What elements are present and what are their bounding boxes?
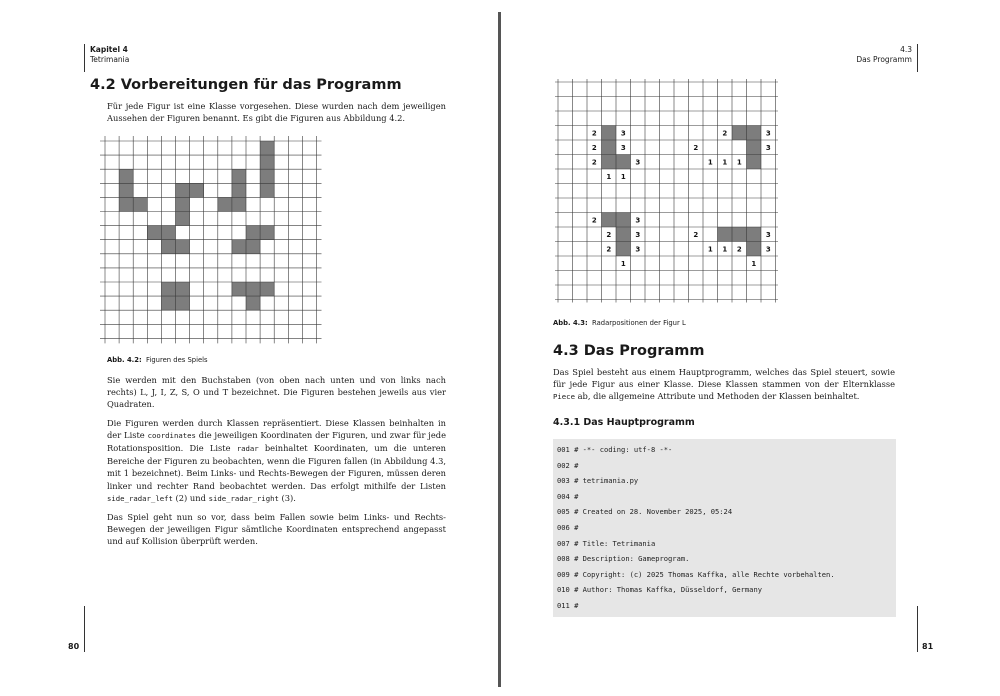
running-header-chapter: Kapitel 4: [90, 45, 128, 54]
filled-cell: [602, 126, 617, 141]
filled-cell: [260, 169, 274, 183]
filled-cell: [176, 240, 190, 254]
section-heading: 4.3 Das Programm: [553, 343, 705, 359]
code-line: 004 #: [557, 491, 579, 501]
radar-label: 3: [635, 216, 641, 225]
radar-label: 3: [635, 158, 641, 167]
radar-label: 2: [736, 245, 742, 254]
filled-cell: [732, 227, 747, 242]
radar-label: 3: [765, 245, 771, 254]
radar-label: 3: [620, 143, 626, 152]
radar-label: 1: [620, 259, 626, 268]
filled-cell: [747, 242, 762, 257]
page-number: 81: [922, 642, 934, 651]
filled-cell: [602, 155, 617, 170]
radar-label: 2: [606, 230, 612, 239]
figure-caption: [553, 319, 686, 327]
right-page: [501, 0, 1000, 696]
figure-radar-grid: [555, 79, 778, 314]
code-coordinates: coordinates: [147, 430, 196, 440]
code-line: 007 # Title: Tetrimania: [557, 538, 656, 548]
filled-cell: [260, 226, 274, 240]
code-line: 001 # -*- coding: utf-8 -*-: [557, 445, 673, 454]
footer-rule: [84, 606, 85, 652]
filled-cell: [218, 197, 232, 211]
filled-cell: [260, 282, 274, 296]
radar-label: 2: [591, 129, 597, 138]
filled-cell: [260, 155, 274, 169]
code-line: 002 #: [557, 460, 579, 470]
figure-caption-text: Radarpositionen der Figur L: [592, 319, 686, 327]
filled-cell: [602, 140, 617, 155]
figure-tetromino-grid: [100, 136, 322, 348]
figure-caption: [107, 356, 208, 364]
filled-cell: [246, 296, 260, 310]
header-rule: [917, 44, 918, 72]
code-side-radar-left: side_radar_left: [107, 493, 173, 503]
filled-cell: [161, 226, 175, 240]
radar-label: 3: [765, 230, 771, 239]
code-line: 005 # Created on 28. November 2025, 05:24: [557, 507, 733, 517]
filled-cell: [190, 183, 204, 197]
filled-cell: [176, 197, 190, 211]
filled-cell: [616, 213, 631, 228]
header-rule: [84, 44, 85, 72]
left-page: [0, 0, 499, 696]
intro-text: [553, 366, 895, 410]
running-header-section: 4.3: [900, 45, 912, 54]
intro-text: [107, 100, 446, 130]
radar-label: 3: [635, 245, 641, 254]
filled-cell: [718, 227, 733, 242]
filled-cell: [246, 226, 260, 240]
radar-label: 3: [620, 129, 626, 138]
filled-cell: [133, 197, 147, 211]
radar-label: 2: [591, 143, 597, 152]
filled-cell: [246, 282, 260, 296]
radar-label: 1: [751, 259, 757, 268]
radar-label: 2: [606, 245, 612, 254]
filled-cell: [232, 169, 246, 183]
filled-cell: [232, 197, 246, 211]
page-number: 80: [68, 642, 80, 651]
footer-rule: [917, 606, 918, 652]
radar-label: 2: [693, 230, 699, 239]
code-side-radar-right: side_radar_right: [208, 493, 279, 503]
filled-cell: [161, 296, 175, 310]
filled-cell: [176, 282, 190, 296]
filled-cell: [732, 126, 747, 141]
paragraph-3: Das Spiel geht nun so vor, dass beim Fallen sowie beim Links- und Rechts-Bewegen der jeweiligen Figur sämtliche Koordinaten entsprechend angepasst und auf Kollision überprüft werden.: [107, 512, 446, 547]
paragraph-1: Sie werden mit den Buchstaben (von oben nach unten und von links nach rechts) L, J, I, Z, S, O und T bezeichnet. Die Figuren bestehen jeweils aus vier Quadraten.: [107, 375, 446, 410]
filled-cell: [260, 183, 274, 197]
filled-cell: [747, 140, 762, 155]
radar-label: 1: [606, 172, 612, 181]
radar-label: 1: [736, 158, 742, 167]
radar-label: 1: [722, 158, 728, 167]
filled-cell: [747, 227, 762, 242]
filled-cell: [616, 227, 631, 242]
filled-cell: [232, 183, 246, 197]
figure-caption-text: Figuren des Spiels: [146, 356, 208, 364]
radar-label: 1: [707, 245, 713, 254]
running-header-title: Tetrimania: [90, 55, 130, 64]
code-radar: radar: [236, 444, 259, 454]
filled-cell: [232, 240, 246, 254]
radar-label: 2: [722, 129, 728, 138]
filled-cell: [176, 296, 190, 310]
subsection-heading: 4.3.1 Das Hauptprogramm: [553, 417, 695, 428]
filled-cell: [602, 213, 617, 228]
code-line: 006 #: [557, 523, 579, 532]
filled-cell: [119, 197, 133, 211]
code-line: 010 # Author: Thomas Kaffka, Düsseldorf, Germany: [557, 585, 762, 595]
filled-cell: [616, 242, 631, 257]
radar-label: 1: [707, 158, 713, 167]
figure-caption-label: Abb. 4.3:: [553, 319, 588, 327]
radar-label: 3: [765, 143, 771, 152]
section-heading: 4.2 Vorbereitungen für das Programm: [90, 77, 402, 93]
code-line: 008 # Description: Gameprogram.: [557, 554, 690, 564]
filled-cell: [747, 126, 762, 141]
running-header-title: Das Programm: [856, 55, 912, 64]
filled-cell: [161, 282, 175, 296]
radar-label: 3: [635, 230, 641, 239]
radar-label: 2: [693, 143, 699, 152]
filled-cell: [260, 141, 274, 155]
code-piece: Piece: [553, 392, 575, 402]
filled-cell: [176, 183, 190, 197]
filled-cell: [616, 155, 631, 170]
radar-label: 2: [591, 158, 597, 167]
filled-cell: [747, 155, 762, 170]
radar-label: 1: [722, 245, 728, 254]
paragraph-2: Die Figuren werden durch Klassen repräsentiert. Diese Klassen beinhalten in der Liste coordinates die jeweiligen Koordinaten der Figuren, und zwar für jede Rotationsposition. Die Liste radar beinhaltet Koordinaten, um die unteren Bereiche der Figuren zu beobachten, wenn die Figuren fallen (in Abbildung 4.3, mit 1 bezeichnet). Beim Links- und Rechts-Bewegen der Figuren, müssen deren linker und rechter Rand beobachtet werden. Das erfolgt mithilfe der Listen side_radar_left (2) und side_radar_right (3).: [107, 417, 446, 503]
filled-cell: [161, 240, 175, 254]
filled-cell: [147, 226, 161, 240]
code-line: 011 #: [557, 601, 579, 610]
intro-paragraph: Für jede Figur ist eine Klasse vorgesehen. Diese wurden nach dem jeweiligen Aussehen der Figuren benannt. Es gibt die Figuren aus Abbildung 4.2.: [107, 101, 446, 124]
body-text: [107, 374, 446, 554]
filled-cell: [246, 240, 260, 254]
filled-cell: [232, 282, 246, 296]
radar-label: 1: [620, 172, 626, 181]
radar-label: 3: [765, 129, 771, 138]
radar-label: 2: [591, 216, 597, 225]
code-line: 009 # Copyright: (c) 2025 Thomas Kaffka, alle Rechte vorbehalten.: [557, 569, 835, 579]
filled-cell: [176, 212, 190, 226]
code-listing: [553, 439, 896, 617]
intro-paragraph: Das Spiel besteht aus einem Hauptprogramm, welches das Spiel steuert, sowie für jede Figur aus einer Klasse. Diese Klassen stammen von der Elternklasse Piece ab, die allgemeine Attribute und Methoden der Klassen beinhaltet.: [553, 367, 895, 402]
filled-cell: [119, 169, 133, 183]
filled-cell: [119, 183, 133, 197]
code-line: 003 # tetrimania.py: [557, 476, 639, 486]
figure-caption-label: Abb. 4.2:: [107, 356, 142, 364]
